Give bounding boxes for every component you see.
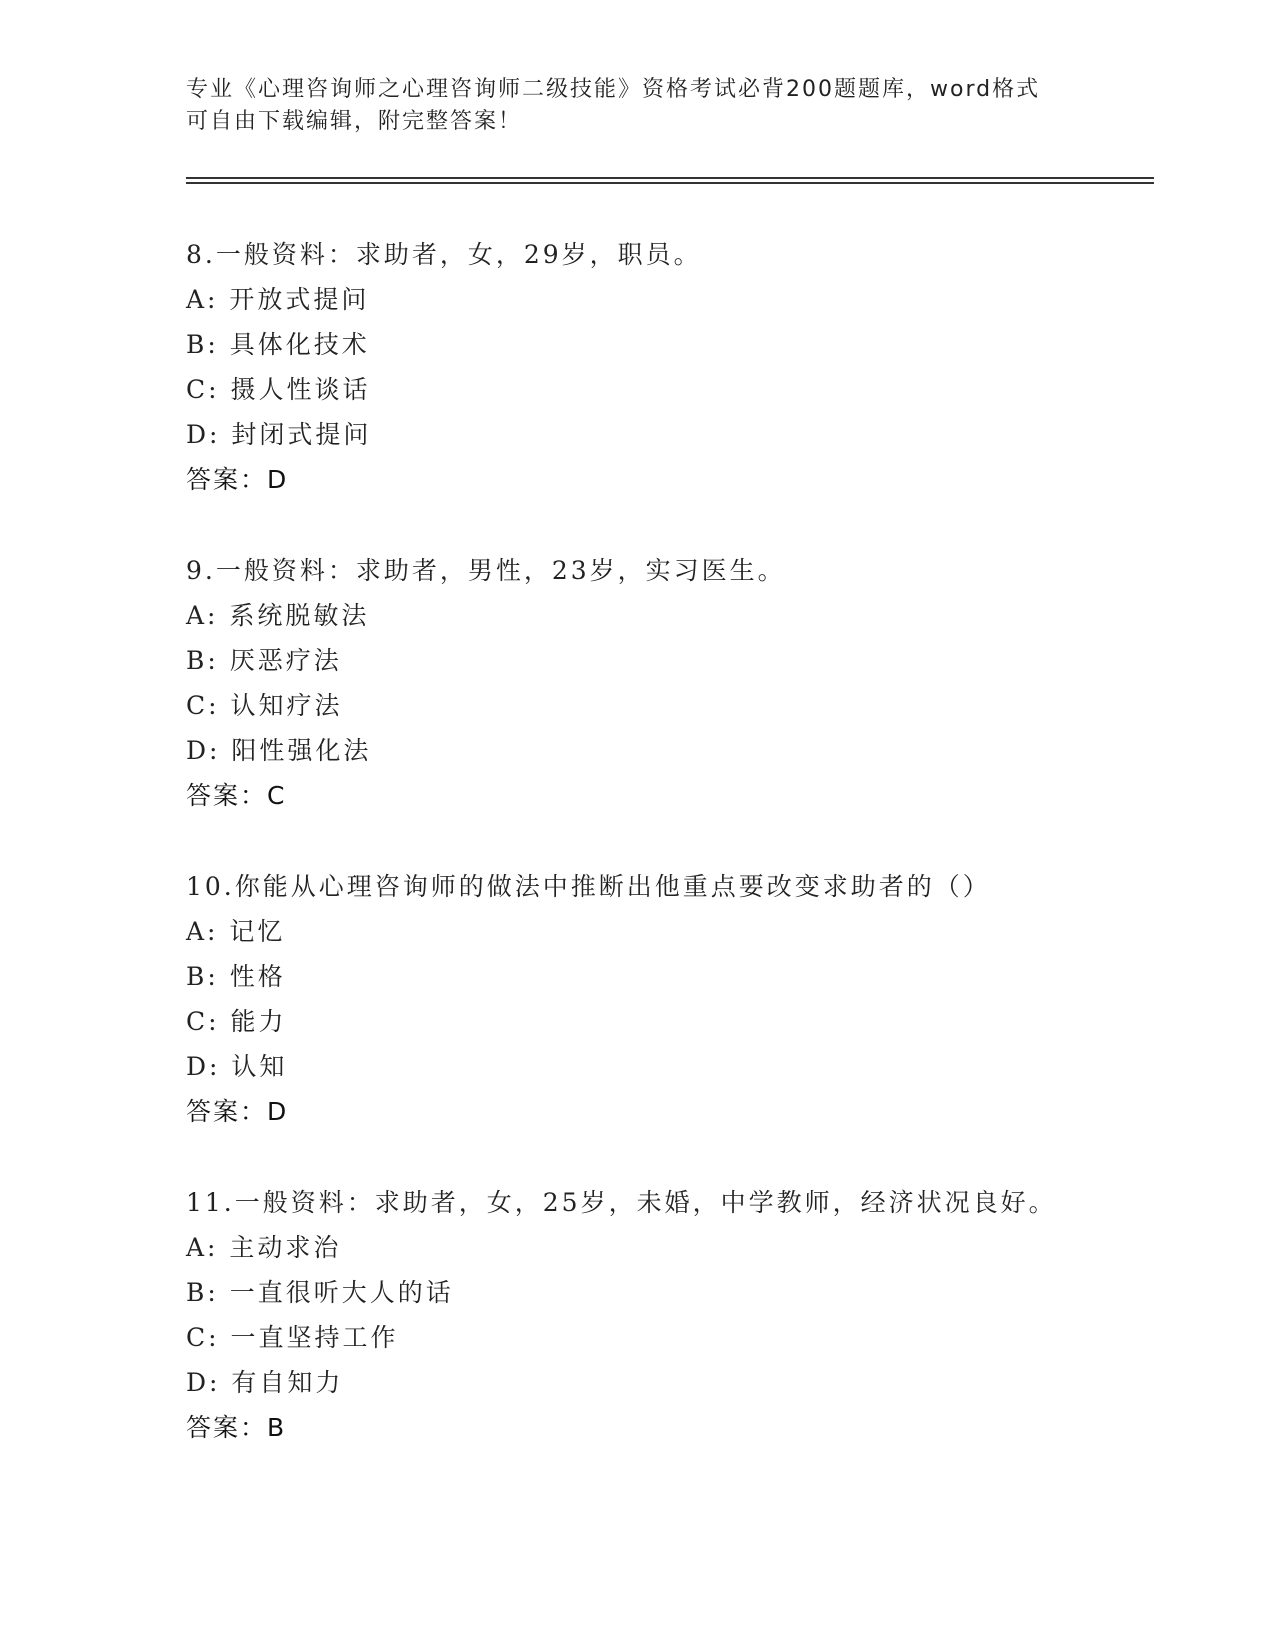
option-a: A: 开放式提问 (186, 285, 370, 314)
question-stem: 10.你能从心理咨询师的做法中推断出他重点要改变求助者的（） (186, 872, 991, 901)
option-c: C: 摄人性谈话 (186, 375, 371, 404)
answer-label: 答案： (186, 465, 268, 494)
option-d: D: 有自知力 (186, 1368, 344, 1397)
answer-label: 答案： (186, 1097, 268, 1126)
option-d: D: 阳性强化法 (186, 736, 372, 765)
question-item-11 (186, 1180, 1146, 1450)
option-c: C: 认知疗法 (186, 691, 343, 720)
option-b: B: 性格 (186, 962, 286, 991)
answer-label: 答案： (186, 781, 268, 810)
option-d: D: 封闭式提问 (186, 420, 372, 449)
question-item-8 (186, 232, 1146, 502)
answer-value: B (267, 1413, 286, 1442)
answer-line (186, 457, 1146, 502)
option-a: A: 系统脱敏法 (186, 601, 370, 630)
option-b: B: 一直很听大人的话 (186, 1278, 454, 1307)
question-stem: 11.一般资料：求助者，女，25岁，未婚，中学教师，经济状况良好。 (186, 1188, 1057, 1217)
document-header (186, 74, 1086, 138)
question-stem: 8.一般资料：求助者，女，29岁，职员。 (186, 240, 702, 269)
question-item-9 (186, 548, 1146, 818)
answer-value: D (267, 1097, 288, 1126)
option-b: B: 具体化技术 (186, 330, 370, 359)
question-item-10 (186, 864, 1146, 1134)
answer-label: 答案： (186, 1413, 268, 1442)
answer-line (186, 1405, 1146, 1450)
question-stem: 9.一般资料：求助者，男性，23岁，实习医生。 (186, 556, 786, 585)
answer-line (186, 1089, 1146, 1134)
answer-value: C (267, 781, 286, 810)
option-c: C: 能力 (186, 1007, 287, 1036)
option-c: C: 一直坚持工作 (186, 1323, 399, 1352)
header-divider-top (186, 177, 1154, 179)
option-d: D: 认知 (186, 1052, 288, 1081)
header-divider-bottom (186, 182, 1154, 184)
option-b: B: 厌恶疗法 (186, 646, 342, 675)
option-a: A: 记忆 (186, 917, 286, 946)
header-title-line-1: 专业《心理咨询师之心理咨询师二级技能》资格考试必背200题题库，word格式 (186, 77, 1041, 102)
answer-value: D (267, 465, 288, 494)
header-title-line-2: 可自由下载编辑，附完整答案！ (186, 109, 523, 134)
answer-line (186, 773, 1146, 818)
option-a: A: 主动求治 (186, 1233, 342, 1262)
